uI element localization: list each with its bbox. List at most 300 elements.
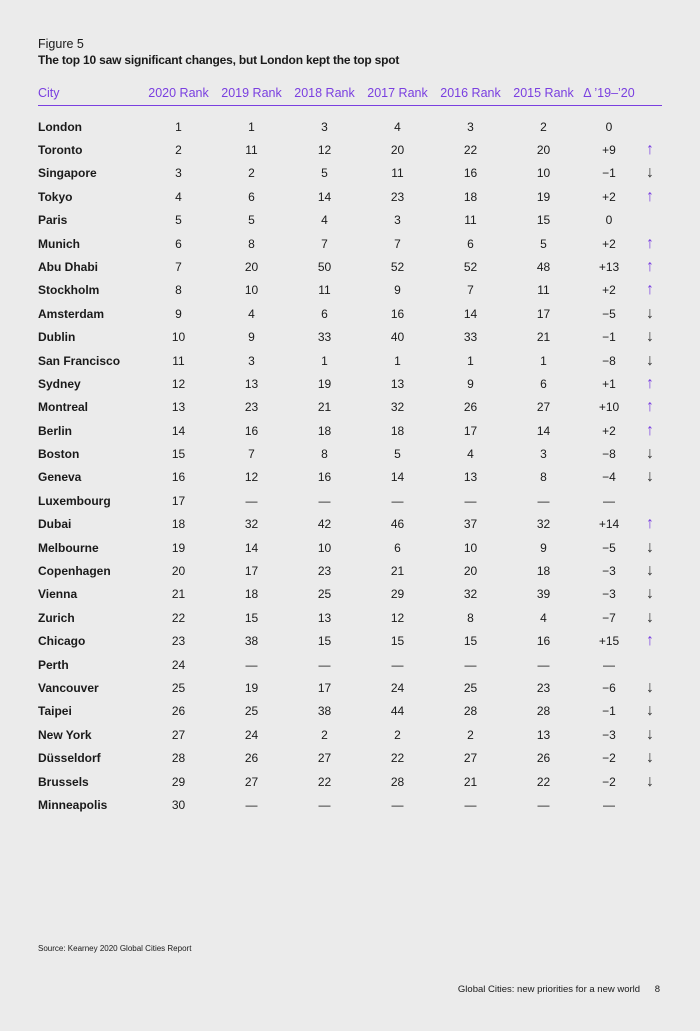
rank-2018: 21 bbox=[317, 400, 332, 415]
rank-change: +2 bbox=[602, 236, 616, 251]
rank-2020: 24 bbox=[171, 657, 186, 672]
rank-2020: 16 bbox=[171, 470, 186, 485]
header-2018-rank: 2018 Rank bbox=[288, 81, 361, 106]
city-name: Minneapolis bbox=[38, 797, 108, 812]
rank-2018: 17 bbox=[317, 680, 332, 695]
rank-2019: 3 bbox=[248, 353, 255, 368]
table-row bbox=[38, 138, 662, 161]
rank-2018: 1 bbox=[321, 353, 328, 368]
table-row bbox=[38, 466, 662, 489]
rank-change: −6 bbox=[602, 680, 616, 695]
arrow-down-icon: ↓ bbox=[646, 772, 654, 790]
rank-change: −8 bbox=[602, 353, 616, 368]
rank-change: −2 bbox=[602, 751, 616, 766]
rank-2016: 52 bbox=[463, 259, 478, 274]
city-name: Amsterdam bbox=[38, 306, 105, 321]
city-name: Zurich bbox=[38, 610, 75, 625]
city-name: Toronto bbox=[38, 142, 83, 157]
city-name: San Francisco bbox=[38, 353, 121, 368]
rank-2016: 17 bbox=[463, 423, 478, 438]
table-header-row bbox=[38, 81, 662, 106]
rank-2020: 13 bbox=[171, 400, 186, 415]
table-row bbox=[38, 489, 662, 512]
rank-2019: 25 bbox=[244, 704, 259, 719]
rank-change: — bbox=[603, 797, 615, 812]
rank-2018: 13 bbox=[317, 610, 332, 625]
rank-2017: 6 bbox=[394, 540, 401, 555]
rank-2018: 4 bbox=[321, 213, 328, 228]
trend-cell bbox=[638, 513, 662, 536]
rank-2020: 26 bbox=[171, 704, 186, 719]
arrow-down-icon: ↓ bbox=[646, 445, 654, 463]
city-name: Vancouver bbox=[38, 680, 99, 695]
trend-cell bbox=[638, 746, 662, 769]
table-row bbox=[38, 106, 662, 139]
rank-change: +9 bbox=[602, 142, 616, 157]
city-name: London bbox=[38, 119, 82, 134]
arrow-up-icon: ↑ bbox=[646, 187, 654, 205]
arrow-down-icon: ↓ bbox=[646, 725, 654, 743]
rank-2020: 8 bbox=[175, 283, 182, 298]
header-delta: Δ ’19–’20 bbox=[580, 81, 638, 106]
rank-change: +13 bbox=[598, 259, 620, 274]
table-row bbox=[38, 630, 662, 653]
rank-change: −1 bbox=[602, 166, 616, 181]
header-city: City bbox=[38, 81, 142, 106]
header-2016-rank: 2016 Rank bbox=[434, 81, 507, 106]
rank-2017: 21 bbox=[390, 564, 405, 579]
table-body bbox=[38, 106, 662, 817]
arrow-up-icon: ↑ bbox=[646, 140, 654, 158]
rank-2016: 20 bbox=[463, 564, 478, 579]
trend-cell bbox=[638, 325, 662, 348]
arrow-down-icon: ↓ bbox=[646, 749, 654, 767]
rank-2015: 27 bbox=[536, 400, 551, 415]
rank-2019: 9 bbox=[248, 330, 255, 345]
rank-change: −3 bbox=[602, 727, 616, 742]
rank-2020: 28 bbox=[171, 751, 186, 766]
trend-cell bbox=[638, 770, 662, 793]
rank-change: 0 bbox=[605, 119, 613, 134]
rank-2017: 13 bbox=[390, 376, 405, 391]
trend-cell bbox=[638, 536, 662, 559]
rank-2020: 1 bbox=[175, 119, 182, 134]
rank-2017: — bbox=[391, 797, 404, 812]
rank-2019: 10 bbox=[244, 283, 259, 298]
city-name: Brussels bbox=[38, 774, 89, 789]
header-trend bbox=[638, 81, 662, 106]
arrow-down-icon: ↓ bbox=[646, 562, 654, 580]
rank-2015: 15 bbox=[536, 213, 551, 228]
rank-2015: 2 bbox=[540, 119, 547, 134]
rank-change: +15 bbox=[598, 634, 620, 649]
rank-2016: 33 bbox=[463, 330, 478, 345]
rank-2019: 27 bbox=[244, 774, 259, 789]
header-2019-rank: 2019 Rank bbox=[215, 81, 288, 106]
rank-2015: 28 bbox=[536, 704, 551, 719]
rank-2020: 19 bbox=[171, 540, 186, 555]
rank-2015: — bbox=[537, 797, 550, 812]
rank-2017: 9 bbox=[394, 283, 401, 298]
rank-change: −8 bbox=[602, 447, 616, 462]
rank-2018: 6 bbox=[321, 306, 328, 321]
rank-2015: 23 bbox=[536, 680, 551, 695]
rank-2016: 3 bbox=[467, 119, 474, 134]
rank-2018: 25 bbox=[317, 587, 332, 602]
header-2015-rank: 2015 Rank bbox=[507, 81, 580, 106]
rank-change: 0 bbox=[605, 213, 613, 228]
table-row bbox=[38, 302, 662, 325]
rank-2018: 27 bbox=[317, 751, 332, 766]
rank-2019: 13 bbox=[244, 376, 259, 391]
rank-2018: 14 bbox=[317, 189, 332, 204]
trend-cell bbox=[638, 185, 662, 208]
city-name: Chicago bbox=[38, 634, 86, 649]
trend-cell bbox=[638, 583, 662, 606]
trend-cell bbox=[638, 442, 662, 465]
table-row bbox=[38, 583, 662, 606]
arrow-down-icon: ↓ bbox=[646, 468, 654, 486]
trend-cell bbox=[638, 232, 662, 255]
rank-2015: 19 bbox=[536, 189, 551, 204]
city-name: Paris bbox=[38, 213, 68, 228]
arrow-down-icon: ↓ bbox=[646, 328, 654, 346]
rank-2020: 22 bbox=[171, 610, 186, 625]
trend-cell bbox=[638, 372, 662, 395]
city-name: Vienna bbox=[38, 587, 78, 602]
trend-cell bbox=[638, 396, 662, 419]
city-name: Dubai bbox=[38, 517, 72, 532]
rank-2017: 32 bbox=[390, 400, 405, 415]
rank-2017: 11 bbox=[391, 166, 404, 181]
rank-2018: — bbox=[318, 797, 331, 812]
table-row bbox=[38, 279, 662, 302]
rank-2015: 3 bbox=[540, 447, 547, 462]
rank-2016: 4 bbox=[467, 447, 474, 462]
rank-2020: 7 bbox=[175, 259, 182, 274]
rank-2015: 32 bbox=[536, 517, 551, 532]
trend-cell bbox=[638, 106, 662, 139]
city-name: Tokyo bbox=[38, 189, 73, 204]
city-name: Sydney bbox=[38, 376, 81, 391]
rank-2019: 12 bbox=[244, 470, 259, 485]
rank-2020: 4 bbox=[175, 189, 182, 204]
rank-2016: 1 bbox=[467, 353, 474, 368]
arrow-up-icon: ↑ bbox=[646, 632, 654, 650]
rank-2018: 2 bbox=[321, 727, 328, 742]
arrow-down-icon: ↓ bbox=[646, 608, 654, 626]
arrow-up-icon: ↑ bbox=[646, 281, 654, 299]
table-row bbox=[38, 559, 662, 582]
table-row bbox=[38, 372, 662, 395]
rank-change: +2 bbox=[602, 189, 616, 204]
rank-2018: 8 bbox=[321, 447, 328, 462]
rank-2020: 25 bbox=[171, 680, 186, 695]
arrow-down-icon: ↓ bbox=[646, 702, 654, 720]
rank-2018: 16 bbox=[317, 470, 332, 485]
rank-change: +2 bbox=[602, 423, 616, 438]
table-row bbox=[38, 676, 662, 699]
rank-2020: 29 bbox=[171, 774, 186, 789]
rankings-table bbox=[38, 81, 662, 817]
rank-change: +1 bbox=[602, 376, 616, 391]
rank-2017: — bbox=[391, 657, 404, 672]
rank-2015: 13 bbox=[536, 727, 551, 742]
table-row bbox=[38, 793, 662, 816]
rank-2019: 7 bbox=[248, 447, 255, 462]
table-row bbox=[38, 255, 662, 278]
rank-2016: 13 bbox=[463, 470, 478, 485]
rank-2015: 4 bbox=[540, 610, 547, 625]
rank-2017: 12 bbox=[390, 610, 405, 625]
rank-2015: 48 bbox=[536, 259, 551, 274]
rank-2016: 11 bbox=[464, 213, 477, 228]
rank-2015: 14 bbox=[536, 423, 551, 438]
rank-2015: 16 bbox=[536, 634, 551, 649]
rank-2017: 24 bbox=[390, 680, 405, 695]
rank-2016: 2 bbox=[467, 727, 474, 742]
table-row bbox=[38, 536, 662, 559]
rank-2016: 6 bbox=[467, 236, 474, 251]
rank-2016: 37 bbox=[463, 517, 478, 532]
rank-2016: — bbox=[464, 493, 477, 508]
rank-2018: 42 bbox=[317, 517, 332, 532]
rank-2020: 9 bbox=[175, 306, 182, 321]
rank-change: −4 bbox=[602, 470, 616, 485]
rank-2018: 19 bbox=[317, 376, 332, 391]
rank-2018: 5 bbox=[321, 166, 328, 181]
arrow-up-icon: ↑ bbox=[646, 374, 654, 392]
rank-change: −3 bbox=[602, 587, 616, 602]
rank-2015: 8 bbox=[540, 470, 547, 485]
rank-2015: 18 bbox=[536, 564, 551, 579]
table-row bbox=[38, 442, 662, 465]
rank-2016: 10 bbox=[463, 540, 478, 555]
rank-2018: 10 bbox=[317, 540, 332, 555]
rank-change: +10 bbox=[598, 400, 620, 415]
table-row bbox=[38, 746, 662, 769]
rank-change: −2 bbox=[602, 774, 616, 789]
rank-2015: 9 bbox=[540, 540, 547, 555]
rank-change: −5 bbox=[602, 306, 616, 321]
arrow-down-icon: ↓ bbox=[646, 585, 654, 603]
rank-change: +14 bbox=[598, 517, 620, 532]
rank-2017: 29 bbox=[390, 587, 405, 602]
city-name: Munich bbox=[38, 236, 80, 251]
table-row bbox=[38, 349, 662, 372]
rank-2019: — bbox=[245, 493, 258, 508]
table-row bbox=[38, 700, 662, 723]
rank-2020: 11 bbox=[172, 353, 185, 368]
rank-2020: 30 bbox=[171, 797, 186, 812]
rank-2020: 5 bbox=[175, 213, 182, 228]
city-name: Perth bbox=[38, 657, 69, 672]
rank-2016: 14 bbox=[463, 306, 478, 321]
rank-2020: 6 bbox=[175, 236, 182, 251]
arrow-down-icon: ↓ bbox=[646, 304, 654, 322]
trend-cell bbox=[638, 349, 662, 372]
trend-cell bbox=[638, 489, 662, 512]
rank-2020: 15 bbox=[171, 447, 186, 462]
rank-2015: 39 bbox=[536, 587, 551, 602]
rank-change: −5 bbox=[602, 540, 616, 555]
table-row bbox=[38, 606, 662, 629]
rank-2015: — bbox=[537, 657, 550, 672]
rank-2020: 12 bbox=[171, 376, 186, 391]
city-name: Montreal bbox=[38, 400, 89, 415]
rank-2019: 23 bbox=[244, 400, 259, 415]
rank-2018: 11 bbox=[318, 283, 331, 298]
page-footer bbox=[458, 984, 660, 995]
rank-2019: 16 bbox=[244, 423, 259, 438]
rank-2018: 33 bbox=[317, 330, 332, 345]
rank-2016: 9 bbox=[467, 376, 474, 391]
rank-2020: 10 bbox=[171, 330, 186, 345]
rank-2019: 14 bbox=[244, 540, 259, 555]
rank-change: −1 bbox=[602, 330, 616, 345]
rank-2017: 40 bbox=[390, 330, 405, 345]
rank-2015: 20 bbox=[536, 142, 551, 157]
rank-2018: 12 bbox=[317, 142, 332, 157]
rank-2017: 20 bbox=[390, 142, 405, 157]
source-note: Source: Kearney 2020 Global Cities Report bbox=[38, 944, 192, 953]
trend-cell bbox=[638, 793, 662, 816]
rank-2016: 15 bbox=[463, 634, 478, 649]
trend-cell bbox=[638, 676, 662, 699]
arrow-down-icon: ↓ bbox=[646, 678, 654, 696]
rank-2017: 14 bbox=[390, 470, 405, 485]
arrow-up-icon: ↑ bbox=[646, 421, 654, 439]
city-name: Geneva bbox=[38, 470, 82, 485]
city-name: Luxembourg bbox=[38, 493, 111, 508]
figure-title: The top 10 saw significant changes, but London kept the top spot bbox=[38, 53, 400, 67]
rank-2017: — bbox=[391, 493, 404, 508]
rank-2017: 5 bbox=[394, 447, 401, 462]
rank-2019: 20 bbox=[244, 259, 259, 274]
rank-2016: 8 bbox=[467, 610, 474, 625]
arrow-down-icon: ↓ bbox=[646, 164, 654, 182]
city-name: New York bbox=[38, 727, 92, 742]
city-name: Boston bbox=[38, 447, 80, 462]
rank-2020: 27 bbox=[171, 727, 186, 742]
table-row bbox=[38, 232, 662, 255]
rank-2017: 18 bbox=[390, 423, 405, 438]
rank-2017: 4 bbox=[394, 119, 401, 134]
rank-2016: 27 bbox=[463, 751, 478, 766]
rank-2017: 16 bbox=[390, 306, 405, 321]
rank-2015: 22 bbox=[536, 774, 551, 789]
table-row bbox=[38, 325, 662, 348]
rank-2018: 7 bbox=[321, 236, 328, 251]
table-row bbox=[38, 723, 662, 746]
rank-change: +2 bbox=[602, 283, 616, 298]
rank-2017: 28 bbox=[390, 774, 405, 789]
rank-2015: 6 bbox=[540, 376, 547, 391]
table-row bbox=[38, 162, 662, 185]
rank-2019: 18 bbox=[244, 587, 259, 602]
rank-2016: 32 bbox=[463, 587, 478, 602]
rank-2019: 38 bbox=[244, 634, 259, 649]
table-row bbox=[38, 513, 662, 536]
table-row bbox=[38, 185, 662, 208]
rank-2020: 14 bbox=[171, 423, 186, 438]
table-row bbox=[38, 653, 662, 676]
arrow-down-icon: ↓ bbox=[646, 351, 654, 369]
arrow-up-icon: ↑ bbox=[646, 257, 654, 275]
trend-cell bbox=[638, 723, 662, 746]
trend-cell bbox=[638, 208, 662, 231]
trend-cell bbox=[638, 559, 662, 582]
rank-2015: — bbox=[537, 493, 550, 508]
rank-2019: — bbox=[245, 657, 258, 672]
rank-2016: 26 bbox=[463, 400, 478, 415]
page-number: 8 bbox=[654, 984, 660, 995]
rank-2018: 15 bbox=[317, 634, 332, 649]
city-name: Stockholm bbox=[38, 283, 100, 298]
rank-2016: 22 bbox=[463, 142, 478, 157]
city-name: Abu Dhabi bbox=[38, 259, 98, 274]
city-name: Taipei bbox=[38, 704, 72, 719]
rank-2019: 1 bbox=[248, 119, 255, 134]
trend-cell bbox=[638, 279, 662, 302]
city-name: Dublin bbox=[38, 330, 76, 345]
rank-2018: 3 bbox=[321, 119, 328, 134]
rank-2017: 23 bbox=[390, 189, 405, 204]
rank-2015: 17 bbox=[536, 306, 551, 321]
rank-change: −7 bbox=[602, 610, 616, 625]
rank-2016: 18 bbox=[463, 189, 478, 204]
rank-2019: 32 bbox=[244, 517, 259, 532]
rank-2016: 25 bbox=[463, 680, 478, 695]
rank-2018: 38 bbox=[317, 704, 332, 719]
table-row bbox=[38, 396, 662, 419]
rank-2018: 23 bbox=[317, 564, 332, 579]
rank-2019: 6 bbox=[248, 189, 255, 204]
city-name: Singapore bbox=[38, 166, 97, 181]
rank-change: — bbox=[603, 657, 615, 672]
trend-cell bbox=[638, 138, 662, 161]
rank-change: — bbox=[603, 493, 615, 508]
rank-2020: 21 bbox=[171, 587, 186, 602]
rank-2016: 16 bbox=[463, 166, 478, 181]
arrow-down-icon: ↓ bbox=[646, 538, 654, 556]
rank-2018: 18 bbox=[317, 423, 332, 438]
arrow-up-icon: ↑ bbox=[646, 515, 654, 533]
rank-2017: 22 bbox=[390, 751, 405, 766]
rank-2017: 15 bbox=[390, 634, 405, 649]
rank-2015: 11 bbox=[537, 283, 550, 298]
rank-2017: 52 bbox=[390, 259, 405, 274]
rank-2019: 11 bbox=[245, 142, 258, 157]
rank-change: −1 bbox=[602, 704, 616, 719]
rank-2017: 1 bbox=[394, 353, 401, 368]
rank-2016: — bbox=[464, 657, 477, 672]
rank-2019: 24 bbox=[244, 727, 259, 742]
rank-2016: 21 bbox=[463, 774, 478, 789]
rank-2015: 10 bbox=[536, 166, 551, 181]
rank-2020: 17 bbox=[171, 493, 186, 508]
table-row bbox=[38, 770, 662, 793]
rank-2018: 50 bbox=[317, 259, 332, 274]
rank-2019: 8 bbox=[248, 236, 255, 251]
trend-cell bbox=[638, 302, 662, 325]
rank-2016: 7 bbox=[467, 283, 474, 298]
rank-2015: 26 bbox=[536, 751, 551, 766]
rank-2020: 18 bbox=[171, 517, 186, 532]
rank-change: −3 bbox=[602, 564, 616, 579]
trend-cell bbox=[638, 162, 662, 185]
arrow-up-icon: ↑ bbox=[646, 234, 654, 252]
